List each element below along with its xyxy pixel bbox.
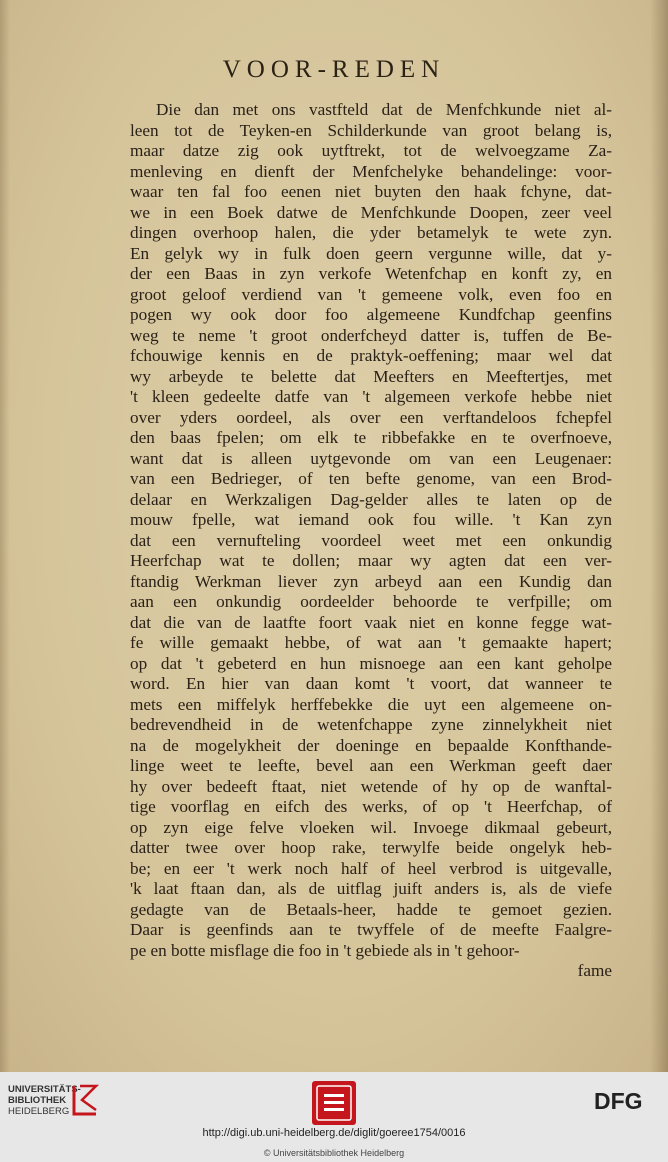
- text-line: op zyn eige felve vloeken wil. Invoege dikmaal gebeurt,: [130, 817, 612, 837]
- text-line: mets een miffelyk herffebekke die uyt een algemeene on-: [130, 694, 612, 714]
- page-shadow-left: [0, 0, 10, 1072]
- text-line: dat die van de laatfte foort vaak niet en konne fegge wat-: [130, 612, 612, 632]
- copyright-notice: © Universitätsbibliothek Heidelberg: [263, 1148, 405, 1158]
- text-line: op dat 't gebeterd en hun misnoege aan een kant geholpe: [130, 653, 612, 673]
- text-line: delaar en Werkzaligen Dag-gelder alles te laten op de: [130, 489, 612, 509]
- text-line: groot geloof verdiend van 't gemeene volk, even foo en: [130, 284, 612, 304]
- text-line: van een Bedrieger, of ten befte genome, van een Brod-: [130, 469, 612, 488]
- text-line: we in een Boek datwe de Menfchkunde Doopen, zeer veel: [130, 202, 612, 222]
- text-line: tige voorflag en eifch des werks, of op 't Heerfchap, of: [130, 797, 612, 816]
- text-line: over yders oordeel, als over een verftandeloos fchepfel: [130, 407, 612, 427]
- text-line: aan een onkundig oordeelder behoorde te verfpille; om: [130, 592, 612, 611]
- text-line: ftandig Werkman liever zyn arbeyd aan een Kundig dan: [130, 571, 612, 591]
- text-line: fe wille gemaakt hebbe, of wat aan 't gemaakte hapert;: [130, 633, 612, 652]
- text-line: gedagte van de Betaals-heer, hadde te gemoet gezien.: [130, 899, 612, 919]
- dfg-wordmark: DFG: [594, 1090, 643, 1112]
- text-line: dat een vernufteling voordeel weet met een onkundig: [130, 530, 612, 550]
- text-line: menleving en dienft der Menfchelyke behandelinge: voor-: [130, 161, 612, 181]
- text-line: dingen overhoop halen, die yder betamelyk te wete zyn.: [130, 223, 612, 242]
- text-line: 't kleen gedeelte datfe van 't algemeen verkofe hebbe niet: [130, 387, 612, 406]
- text-line: den baas fpelen; om elk te ribbefakke en te overfnoeve,: [130, 428, 612, 447]
- body-text: [130, 100, 612, 982]
- permalink-url[interactable]: http://digi.ub.uni-heidelberg.de/diglit/goeree1754/0016: [202, 1127, 466, 1139]
- text-line: Die dan met ons vastfteld dat de Menfchkunde niet al-: [156, 100, 612, 119]
- text-line: word. En hier van daan komt 't voort, dat wanneer te: [130, 674, 612, 693]
- ub-line2: BIBLIOTHEK: [8, 1095, 67, 1106]
- text-line: hy over bedeeft ftaat, niet wetende of hy op de wanftal-: [130, 776, 612, 796]
- text-line: leen tot de Teyken-en Schilderkunde van groot belang is,: [130, 120, 612, 140]
- text-line: En gelyk wy in fulk doen geern vergunne wille, dat y-: [130, 243, 612, 263]
- text-line: 'k laat ftaan dan, als de uitflag juift anders is, als de viefe: [130, 879, 612, 898]
- text-line: fame: [577, 961, 612, 980]
- text-line: datter twee over hoop rake, terwylfe beide ongelyk heb-: [130, 838, 612, 857]
- text-line: be; en eer 't werk noch half of heel verbrod is uitgevalle,: [130, 858, 612, 878]
- text-line: maar datze zig ook uytftrekt, tot de welvoegzame Za-: [130, 141, 612, 160]
- ub-line3: HEIDELBERG: [8, 1106, 70, 1117]
- page-shadow-right: [650, 0, 668, 1072]
- university-seal-icon[interactable]: [311, 1080, 357, 1126]
- text-line: wy arbeyde te belette dat Meefters en Meeftertjes, met: [130, 366, 612, 386]
- text-line: na de mogelykheit der doeninge en bepaalde Konfthande-: [130, 735, 612, 755]
- ub-heidelberg-logo[interactable]: [8, 1082, 128, 1128]
- text-line: waar ten fal foo eenen niet buyten den haak fchyne, dat-: [130, 182, 612, 201]
- text-line: want dat is alleen uytgevonde om van een Leugenaer:: [130, 448, 612, 468]
- text-line: pe en botte misflage die foo in 't gebiede als in 't gehoor-: [130, 940, 520, 960]
- text-line: mouw fpelle, wat iemand ook fou wille. 't Kan zyn: [130, 510, 612, 529]
- text-line: bedrevendheid in de wetenfchappe zyne zinnelykheit niet: [130, 715, 612, 734]
- text-line: Heerfchap wat te dollen; maar wy agten dat een ver-: [130, 551, 612, 570]
- text-line: fchouwige kennis en de praktyk-oeffening; maar wel dat: [130, 346, 612, 365]
- running-head: VOOR-REDEN: [222, 56, 446, 83]
- viewer-footer: [0, 1072, 668, 1162]
- text-line: der een Baas in zyn verkofe Wetenfchap en konft zy, en: [130, 264, 612, 283]
- text-line: pogen wy ook door foo algemeene Kundfchap geenfins: [130, 305, 612, 324]
- ub-mark-icon: [70, 1084, 100, 1118]
- text-line: linge weet te leefte, bevel aan een Werkman geeft daer: [130, 756, 612, 775]
- text-line: weg te neme 't groot onderfcheyd datter is, tuffen de Be-: [130, 325, 612, 345]
- text-line: Daar is geenfinds aan te twyffele of de meefte Faalgre-: [130, 920, 612, 939]
- dfg-logo[interactable]: [594, 1090, 660, 1112]
- ub-line1: UNIVERSITÄTS-: [8, 1084, 81, 1095]
